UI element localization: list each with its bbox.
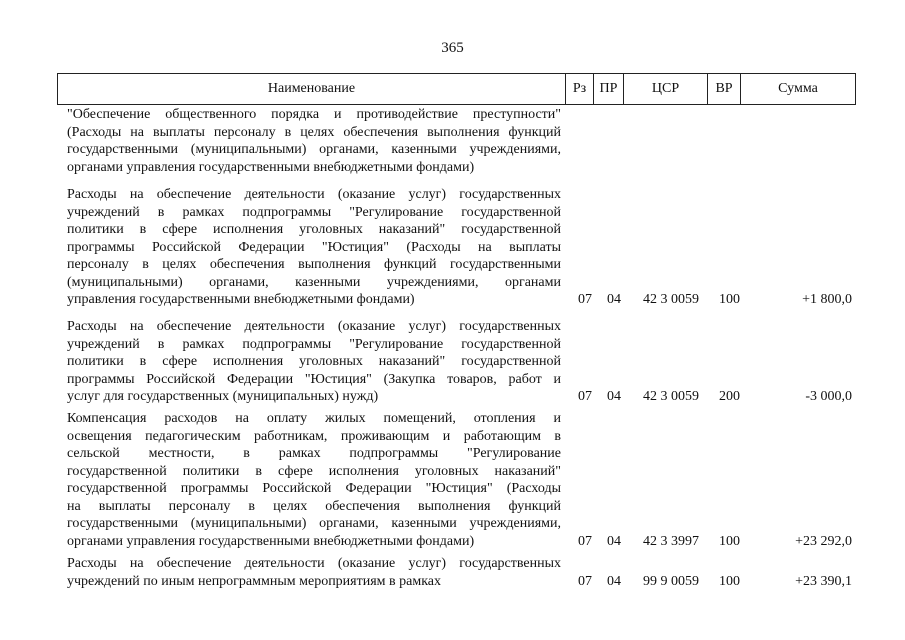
row-name-line: государственной программы Российской Федерации "Юстиция" (Расходы [67, 481, 561, 496]
row-pr: 04 [607, 292, 621, 307]
row-sum: +23 390,1 [795, 573, 852, 589]
table-row [58, 318, 858, 406]
row-rz: 07 [578, 292, 592, 307]
header-pr: ПР [594, 74, 624, 105]
row-name-line: (Расходы на выплаты персоналу в целях обеспечения выполнения функций [67, 124, 561, 140]
row-name-line: "Обеспечение общественного порядка и противодействие преступности" [67, 107, 561, 122]
row-pr: 04 [607, 533, 621, 549]
row-csr: 99 9 0059 [643, 573, 699, 589]
row-name [67, 555, 561, 590]
header-csr: ЦСР [624, 74, 708, 105]
row-csr: 42 3 3997 [643, 533, 699, 549]
row-name-line: на выплаты персоналу в целях обеспечения выполнения функций [67, 498, 561, 514]
row-name-line: персоналу в целях обеспечения выполнения функций государственными [67, 257, 561, 272]
row-name-line: государственными (муниципальными) органами, казенными учреждениями, [67, 516, 561, 531]
row-pr: 04 [607, 389, 621, 404]
row-name-line: органами управления государственными внебюджетными фондами) [67, 159, 475, 175]
header-name: Наименование [58, 74, 566, 105]
row-name-line: сельской местности, в рамках подпрограммы "Регулирование [67, 446, 561, 461]
row-name-line: учреждений в рамках подпрограммы "Регулирование государственной [67, 336, 561, 352]
row-name-line: Расходы на обеспечение деятельности (оказание услуг) государственных [67, 556, 561, 571]
row-name-line: государственной политики в сфере исполнения уголовных наказаний" [67, 463, 561, 479]
row-vr: 100 [719, 292, 740, 307]
row-name-line: органами управления государственными внебюджетными фондами) [67, 533, 475, 549]
row-name [67, 318, 561, 406]
row-rz: 07 [578, 533, 592, 549]
row-name-line: учреждений в рамках подпрограммы "Регулирование государственной [67, 204, 561, 220]
row-name-line: Расходы на обеспечение деятельности (оказание услуг) государственных [67, 187, 561, 202]
row-name-line: (муниципальными) органами, казенными учреждениями, органами [67, 274, 561, 290]
row-rz: 07 [578, 573, 592, 589]
header-sum: Сумма [741, 74, 856, 105]
row-name-line: программы Российской Федерации "Юстиция" (Расходы на выплаты [67, 239, 561, 255]
row-name-line: политики в сфере исполнения уголовных наказаний" государственной [67, 222, 561, 237]
row-vr: 200 [719, 389, 740, 404]
row-name-line: услуг для государственных (муниципальных) нужд) [67, 389, 379, 404]
row-vr: 100 [719, 533, 740, 549]
row-name [67, 410, 561, 550]
row-name-line: управления государственными внебюджетными фондами) [67, 292, 415, 307]
table-header [57, 73, 856, 105]
row-name-line: политики в сфере исполнения уголовных наказаний" государственной [67, 354, 561, 369]
row-name-line: учреждений по иным непрограммным мероприятиям в рамках [67, 573, 442, 589]
row-csr: 42 3 0059 [643, 292, 699, 307]
header-rz: Рз [566, 74, 594, 105]
row-name-line: программы Российской Федерации "Юстиция" (Закупка товаров, работ и [67, 371, 561, 387]
row-pr: 04 [607, 573, 621, 589]
row-vr: 100 [719, 573, 740, 589]
row-name-line: Расходы на обеспечение деятельности (оказание услуг) государственных [67, 319, 561, 334]
row-csr: 42 3 0059 [643, 389, 699, 404]
header-vr: ВР [708, 74, 741, 105]
row-name [67, 186, 561, 309]
row-sum: -3 000,0 [805, 389, 852, 404]
row-sum: +23 292,0 [795, 533, 852, 549]
row-rz: 07 [578, 389, 592, 404]
row-name [67, 106, 561, 176]
table-row [58, 410, 858, 550]
row-name-line: Компенсация расходов на оплату жилых помещений, отопления и [67, 411, 561, 426]
row-name-line: освещения педагогическим работникам, проживающим и работающим в [67, 428, 561, 444]
table-row [58, 555, 858, 590]
table-row [58, 186, 858, 309]
row-sum: +1 800,0 [802, 292, 852, 307]
table-row [58, 106, 858, 176]
row-name-line: государственными (муниципальными) органами, казенными учреждениями, [67, 142, 561, 157]
page-number: 365 [441, 40, 464, 56]
